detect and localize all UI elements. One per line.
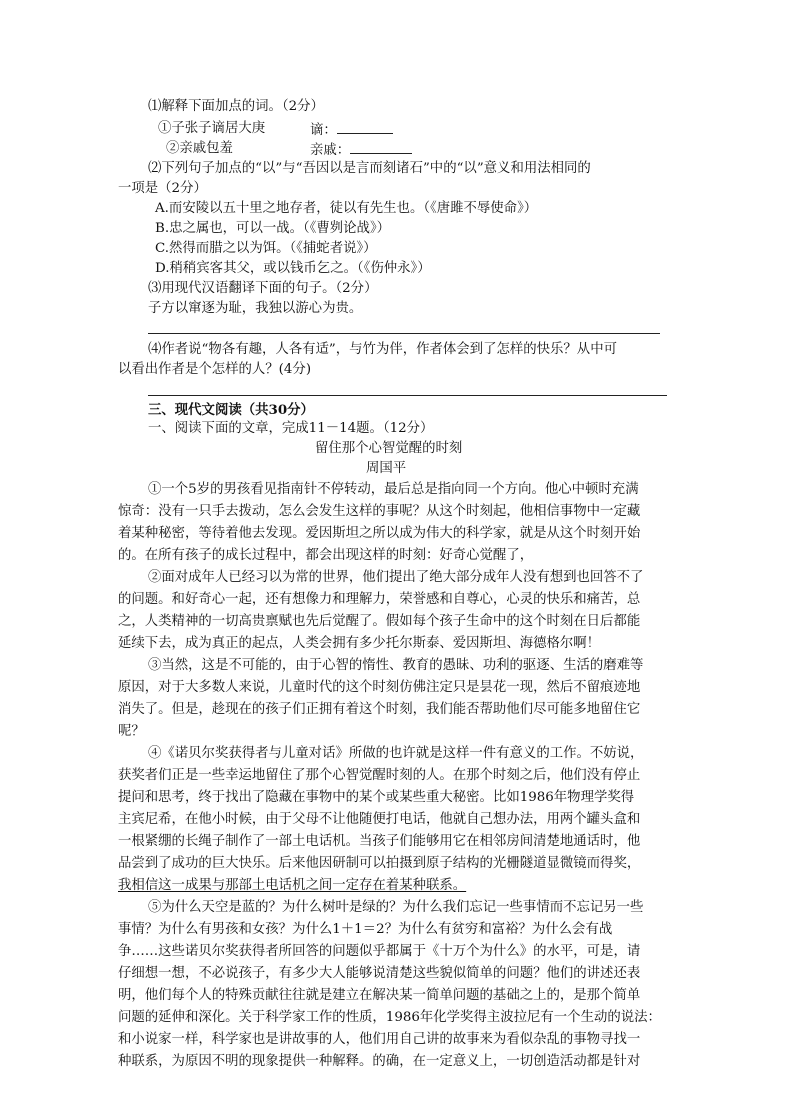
- text-line: 仔细想一想，不必说孩子，有多少大人能够说清楚这些貌似简单的问题？他们的讲述还表: [118, 966, 641, 981]
- text-line: ③当然，这是不可能的，由于心智的惰性、教育的愚昧、功利的驱逐、生活的磨难等: [148, 658, 644, 673]
- text-line: 明，他们每个人的特殊贡献往往就是建立在解决某一简单问题的基础之上的，是那个简单: [118, 988, 641, 1003]
- text-line: ②面对成年人已经习以为常的世界，他们提出了绝大部分成年人没有想到也回答不了: [148, 570, 644, 585]
- section-heading: 三、现代文阅读（共30分）: [148, 402, 314, 418]
- text-line: 和小说家一样，科学家也是讲故事的人，他们用自己讲的故事来为看似杂乱的事物寻找一: [118, 1032, 641, 1047]
- q10-sub4-line2: 以看出作者是个怎样的人？(4分): [118, 362, 312, 377]
- text-line: 品尝到了成功的巨大快乐。后来他因研制可以拍摄到原子结构的光栅隧道显微镜而得奖，: [118, 856, 641, 871]
- answer-blank[interactable]: [337, 119, 393, 134]
- q10-sub1-a-sentence: ①子张子谪居大庚: [158, 121, 266, 136]
- text-line: 着某种秘密，等待着他去发现。爱因斯坦之所以成为伟大的科学家，就是从这个时刻开始: [118, 526, 641, 541]
- q10-sub1-item-b: [166, 139, 351, 159]
- q10-option-d: D.稍稍宾客其父，或以钱币乞之。（《伤仲永》）: [155, 261, 431, 276]
- q10-option-c: C.然得而腊之以为饵。（《捕蛇者说》）: [155, 241, 377, 256]
- q10-option-b: B.忠之属也，可以一战。（《曹刿论战》）: [155, 221, 391, 236]
- text-line: ⑤为什么天空是蓝的？为什么树叶是绿的？为什么我们忘记一些事情而不忘记另一些: [148, 900, 644, 915]
- text-line: 主宾尼希，在他小时候，由于父母不让他随便打电话，他就自己想办法，用两个罐头盒和: [118, 812, 641, 827]
- q10-sub2-line2: 一项是（2分）: [118, 181, 207, 196]
- q10-option-a: A.而安陵以五十里之地存者，徒以有先生也。（《唐雎不辱使命》）: [155, 201, 538, 216]
- part1-instruction: 一、阅读下面的文章，完成11－14题。（12分）: [148, 421, 434, 436]
- text-line: 原因，对于大多数人来说，儿童时代的这个时刻仿佛注定只是昙花一现，然后不留痕迹地: [118, 680, 641, 695]
- q10-sub1-item-a: [158, 119, 337, 139]
- article-author: 周国平: [366, 461, 407, 476]
- text-line: 之，人类精神的一切高贵禀赋也先后觉醒了。假如每个孩子生命中的这个时刻在日后都能: [118, 614, 641, 629]
- answer-line[interactable]: [148, 333, 660, 334]
- text-line: 的。在所有孩子的成长过程中，都会出现这样的时刻：好奇心觉醒了，: [118, 548, 534, 563]
- q10-sub1-b-sentence: ②亲戚包羞: [166, 141, 233, 156]
- text-line: 争……这些诺贝尔奖获得者所回答的问题似乎都属于《十万个为什么》的水平，可是，请: [118, 944, 641, 959]
- answer-line[interactable]: [148, 395, 667, 396]
- q10-sub1: ⑴解释下面加点的词。（2分）: [148, 99, 324, 114]
- text-line: 惊奇：没有一只手去拨动，怎么会发生这样的事呢？从这个时刻起，他相信事物中一定藏: [118, 504, 641, 519]
- text-line: 一根紧绷的长绳子制作了一部土电话机。当孩子们能够用它在相邻房间清楚地通话时，他: [118, 834, 641, 849]
- text-line: ①一个5岁的男孩看见指南针不停转动，最后总是指向同一个方向。他心中顿时充满: [148, 482, 639, 497]
- q10-sub3-sentence: 子方以窜逐为耻，我独以游心为贵。: [148, 301, 363, 316]
- q10-sub1-a-label: 谪：: [310, 123, 337, 138]
- q10-sub4-line1: ⑷作者说“物各有趣，人各有适”，与竹为伴，作者体会到了怎样的快乐？从中可: [148, 342, 617, 357]
- text-line: 延续下去，成为真正的起点，人类会拥有多少托尔斯泰、爱因斯坦、海德格尔啊！: [118, 636, 601, 651]
- text-line: 呢？: [118, 724, 145, 739]
- text-line: 消失了。但是，趁现在的孩子们正拥有着这个时刻，我们能否帮助他们尽可能多地留住它: [118, 702, 641, 717]
- q10-sub1-b-word: [310, 139, 412, 161]
- underlined-sentence: 我相信这一成果与那部土电话机之间一定存在着某种联系。: [118, 878, 467, 893]
- text-line: 的问题。和好奇心一起，还有想像力和理解力，荣誉感和自尊心，心灵的快乐和痛苦，总: [118, 592, 641, 607]
- q10-sub3: ⑶用现代汉语翻译下面的句子。（2分）: [148, 281, 378, 296]
- q10-sub1-a-word: [310, 119, 393, 141]
- text-line: 种联系，为原因不明的现象提供一种解释。的确，在一定意义上，一切创造活动都是针对: [118, 1054, 641, 1069]
- text-line: ④《诺贝尔奖获得者与儿童对话》所做的也许就是这样一件有意义的工作。不妨说，: [148, 746, 644, 761]
- text-line: 提问和思考，终于找出了隐藏在事物中的某个或某些重大秘密。比如1986年物理学奖得: [118, 790, 635, 805]
- q10-sub2-line1: ⑵下列句子加点的“以”与“吾因以是言而刻诸石”中的“以”意义和用法相同的: [148, 161, 591, 176]
- text-line: 问题的延伸和深化。关于科学家工作的性质，1986年化学奖得主波拉尼有一个生动的说法：: [118, 1010, 661, 1025]
- text-line: 获奖者们正是一些幸运地留住了那个心智觉醒时刻的人。在那个时刻之后，他们没有停止: [118, 768, 641, 783]
- answer-blank[interactable]: [350, 139, 412, 154]
- q10-sub1-b-label: 亲戚：: [310, 143, 351, 158]
- article-title: 留住那个心智觉醒的时刻: [315, 441, 463, 456]
- text-line: 事情？为什么有男孩和女孩？为什么1＋1＝2？为什么有贫穷和富裕？为什么会有战: [118, 922, 613, 937]
